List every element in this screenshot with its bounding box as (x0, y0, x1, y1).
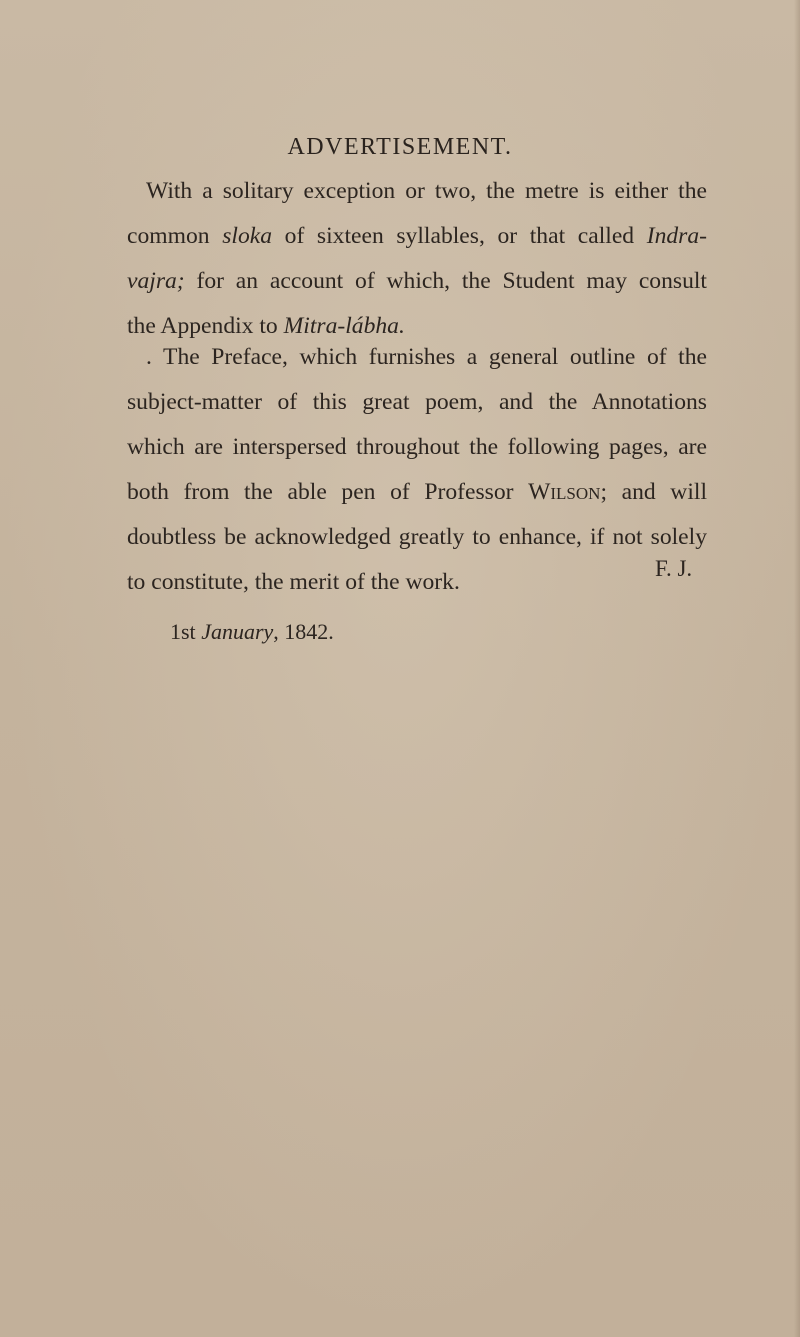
paragraph-line: subject-matter of this great poem, and the Annotations (127, 389, 707, 415)
date-line: 1st January, 1842. (170, 619, 334, 644)
paragraph-line: common sloka of sixteen syllables, or that called Indra- (127, 223, 708, 249)
italic-term-vajra: vajra; (127, 268, 185, 294)
paragraph-line: . The Preface, which furnishes a general outline of the (146, 344, 707, 370)
paragraph-line: which are interspersed throughout the following pages, are (127, 434, 707, 460)
paragraph-line: the Appendix to Mitra-lábha. (127, 313, 405, 339)
signature-initials: F. J. (655, 556, 693, 581)
paragraph-line: both from the able pen of Professor Wilson; and will (127, 479, 708, 505)
italic-term-mitra-labha: Mitra-lábha. (283, 313, 405, 339)
italic-term-indra: Indra- (646, 223, 708, 249)
author-name-wilson: Wilson (528, 479, 601, 505)
paragraph-line: With a solitary exception or two, the metre is either the (146, 178, 707, 204)
paragraph-line: doubtless be acknowledged greatly to enhance, if not solely (127, 524, 707, 550)
paragraph-line: to constitute, the merit of the work. (127, 569, 460, 595)
date-month: January (201, 619, 274, 644)
page-heading: ADVERTISEMENT. (287, 134, 513, 160)
paragraph-metre (127, 169, 707, 349)
paragraph-line: vajra; for an account of which, the Student may consult (127, 268, 707, 294)
paragraph-preface (127, 335, 707, 605)
page-edge (794, 0, 800, 1337)
italic-term-sloka: sloka (222, 223, 273, 249)
